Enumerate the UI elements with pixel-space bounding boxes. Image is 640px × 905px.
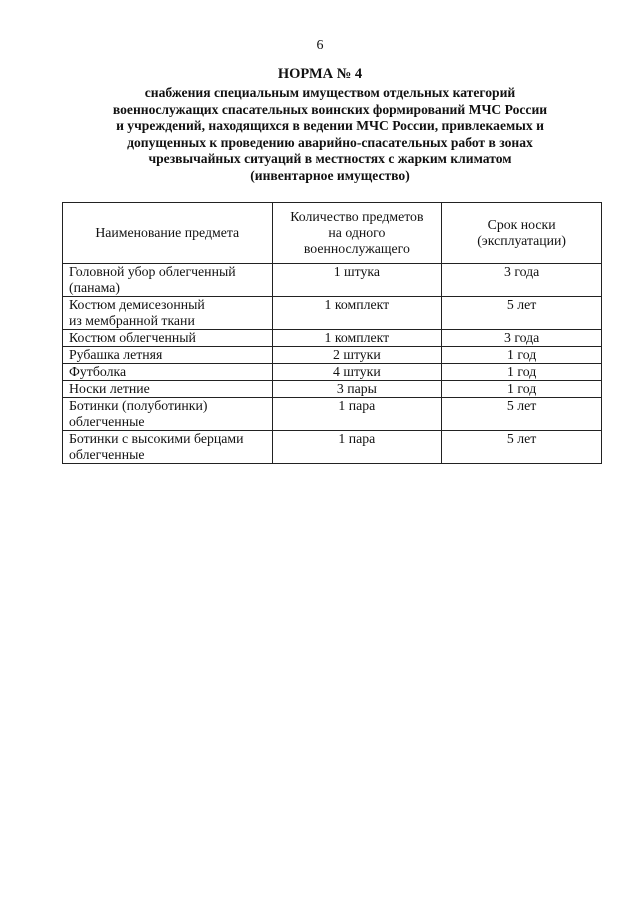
item-name-cell: Рубашка летняя (63, 347, 273, 364)
table-row (63, 364, 602, 381)
item-name-cell: Костюм облегченный (63, 330, 273, 347)
page-number: 6 (316, 38, 324, 53)
subtitle-line: чрезвычайных ситуаций в местностях с жарким климатом (148, 151, 512, 167)
item-quantity-cell: 1 комплект (272, 297, 442, 330)
item-quantity-cell: 4 штуки (272, 364, 442, 381)
table-row (63, 264, 602, 297)
item-name-cell: Костюм демисезонный из мембранной ткани (63, 297, 273, 330)
item-name-cell: Футболка (63, 364, 273, 381)
item-term-cell: 1 год (442, 381, 602, 398)
header-quantity: Количество предметов на одного военнослужащего (272, 203, 442, 264)
item-term-cell: 3 года (442, 330, 602, 347)
item-quantity-cell: 3 пары (272, 381, 442, 398)
table-row (63, 381, 602, 398)
item-term-cell: 5 лет (442, 431, 602, 464)
subtitle-line: военнослужащих спасательных воинских формирований МЧС России (112, 101, 548, 117)
table-row (63, 347, 602, 364)
item-quantity-cell: 1 комплект (272, 330, 442, 347)
item-name-cell: Ботинки с высокими берцами облегченные (63, 431, 273, 464)
table-row (63, 398, 602, 431)
item-name-cell: Носки летние (63, 381, 273, 398)
table-header-row (63, 203, 602, 264)
subtitle-line: снабжения специальным имуществом отдельных категорий (144, 85, 516, 100)
item-term-cell: 5 лет (442, 398, 602, 431)
table-row (63, 431, 602, 464)
item-quantity-cell: 1 штука (272, 264, 442, 297)
item-term-cell: 5 лет (442, 297, 602, 330)
subtitle-line: (инвентарное имущество) (250, 167, 410, 183)
header-wear-term: Срок носки (эксплуатации) (442, 203, 602, 264)
item-term-cell: 1 год (442, 364, 602, 381)
item-term-cell: 3 года (442, 264, 602, 297)
item-name-cell: Головной убор облегченный (панама) (63, 264, 273, 297)
subtitle-line: и учреждений, находящихся в ведении МЧС России, привлекаемых и (116, 118, 544, 134)
subtitle-line: допущенных к проведению аварийно-спасательных работ в зонах (127, 134, 533, 150)
header-item-name: Наименование предмета (63, 203, 273, 264)
item-term-cell: 1 год (442, 347, 602, 364)
item-quantity-cell: 2 штуки (272, 347, 442, 364)
table-row (63, 330, 602, 347)
item-name-cell: Ботинки (полуботинки) облегченные (63, 398, 273, 431)
table-row (63, 297, 602, 330)
document-subtitle (60, 85, 600, 185)
document-title: НОРМА № 4 (277, 66, 363, 82)
item-quantity-cell: 1 пара (272, 398, 442, 431)
norm-table (62, 202, 602, 464)
item-quantity-cell: 1 пара (272, 431, 442, 464)
